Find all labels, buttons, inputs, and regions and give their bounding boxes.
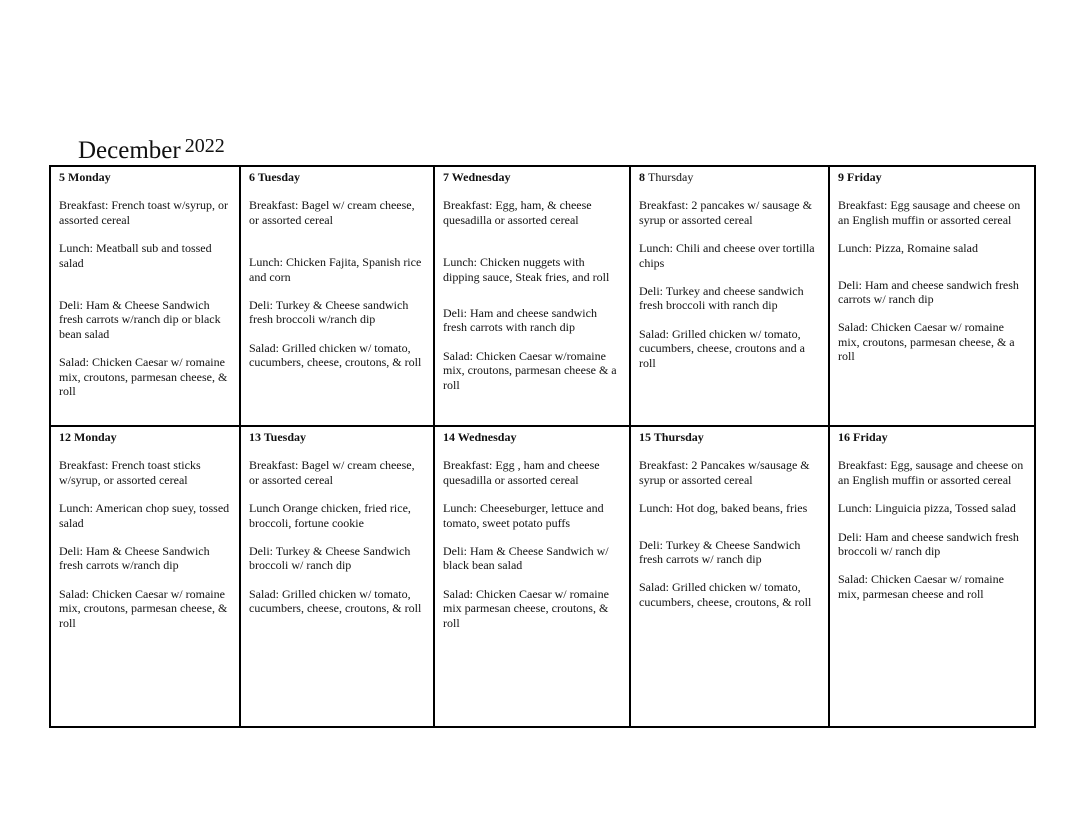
breakfast-item: Breakfast: 2 pancakes w/ sausage & syrup or assorted cereal — [639, 198, 812, 227]
salad-item: Salad: Chicken Caesar w/ romaine mix, croutons, parmesan cheese, & a roll — [838, 320, 1015, 364]
salad-item: Salad: Chicken Caesar w/ romaine mix, parmesan cheese and roll — [838, 572, 1004, 601]
lunch-item: Lunch: Chicken Fajita, Spanish rice and corn — [249, 255, 422, 284]
day-header: 16 Friday — [838, 430, 888, 444]
salad-item: Salad: Grilled chicken w/ tomato, cucumbers, cheese, croutons and a roll — [639, 326, 805, 370]
lunch-item: Lunch: Hot dog, baked beans, fries — [639, 501, 808, 516]
day-header: 7 Wednesday — [443, 170, 511, 184]
day-cell-dec-15 — [631, 427, 830, 726]
breakfast-item: Breakfast: Egg, ham, & cheese quesadilla or assorted cereal — [443, 198, 592, 227]
lunch-item: Lunch: Linguicia pizza, Tossed salad — [838, 501, 1016, 516]
breakfast-item: Breakfast: Bagel w/ cream cheese, or assorted cereal — [249, 458, 415, 487]
day-header: 15 Thursday — [639, 430, 704, 444]
breakfast-item: Breakfast: 2 Pancakes w/sausage & syrup or assorted cereal — [639, 458, 810, 487]
day-header: 12 Monday — [59, 430, 117, 444]
deli-item: Deli: Ham & Cheese Sandwich fresh carrots w/ranch dip or black bean salad — [59, 298, 221, 341]
lunch-item: Lunch Orange chicken, fried rice, broccoli, fortune cookie — [249, 501, 411, 530]
day-cell-dec-13 — [241, 427, 435, 726]
day-header: 13 Tuesday — [249, 430, 307, 444]
deli-item: Deli: Ham & Cheese Sandwich w/ black bean salad — [443, 544, 609, 573]
day-cell-dec-14 — [435, 427, 631, 726]
deli-item: Deli: Ham and cheese sandwich fresh carrots w/ ranch dip — [838, 277, 1019, 307]
lunch-item: Lunch: Chicken nuggets with dipping sauce, Steak fries, and roll — [443, 255, 610, 284]
deli-item: Deli: Turkey & Cheese Sandwich fresh carrots w/ ranch dip — [639, 537, 801, 567]
day-cell-dec-16 — [830, 427, 1034, 726]
day-header: 6 Tuesday — [249, 170, 301, 184]
day-header — [639, 170, 822, 184]
day-cell-dec-6 — [241, 167, 435, 427]
day-cell-dec-12 — [51, 427, 241, 726]
salad-item: Salad: Chicken Caesar w/romaine mix, croutons, parmesan cheese & a roll — [443, 348, 617, 392]
day-header: 14 Wednesday — [443, 430, 517, 444]
day-header: 9 Friday — [838, 170, 882, 184]
calendar-title — [78, 136, 225, 167]
month-label: December — [78, 137, 181, 164]
lunch-item: Lunch: Pizza, Romaine salad — [838, 241, 978, 256]
day-cell-dec-9 — [830, 167, 1034, 427]
deli-item: Deli: Turkey & Cheese sandwich fresh broccoli w/ranch dip — [249, 298, 409, 327]
breakfast-item: Breakfast: French toast sticks w/syrup, or assorted cereal — [59, 458, 201, 487]
salad-item: Salad: Chicken Caesar w/ romaine mix parmesan cheese, croutons, & roll — [443, 586, 609, 630]
breakfast-item: Breakfast: Bagel w/ cream cheese, or assorted cereal — [249, 198, 415, 227]
salad-item: Salad: Grilled chicken w/ tomato, cucumbers, cheese, croutons, & roll — [249, 340, 422, 370]
salad-item: Salad: Grilled chicken w/ tomato, cucumbers, cheese, croutons, & roll — [249, 586, 422, 616]
deli-item: Deli: Turkey and cheese sandwich fresh broccoli with ranch dip — [639, 284, 804, 313]
lunch-item: Lunch: Chili and cheese over tortilla chips — [639, 241, 815, 270]
salad-item: Salad: Chicken Caesar w/ romaine mix, croutons, parmesan cheese, & roll — [59, 355, 228, 399]
deli-item: Deli: Turkey & Cheese Sandwich broccoli w/ ranch dip — [249, 544, 411, 573]
day-cell-dec-7 — [435, 167, 631, 427]
day-cell-dec-8 — [631, 167, 830, 427]
deli-item: Deli: Ham & Cheese Sandwich fresh carrots w/ranch dip — [59, 544, 210, 573]
menu-calendar-grid — [49, 165, 1036, 728]
breakfast-item: Breakfast: French toast w/syrup, or assorted cereal — [59, 198, 228, 227]
salad-item: Salad: Chicken Caesar w/ romaine mix, croutons, parmesan cheese, & roll — [59, 586, 228, 630]
breakfast-item: Breakfast: Egg, sausage and cheese on an English muffin or assorted cereal — [838, 458, 1024, 487]
breakfast-item: Breakfast: Egg sausage and cheese on an English muffin or assorted cereal — [838, 198, 1021, 227]
lunch-item: Lunch: American chop suey, tossed salad — [59, 501, 230, 530]
lunch-item: Lunch: Cheeseburger, lettuce and tomato, sweet potato puffs — [443, 501, 604, 530]
day-cell-dec-5 — [51, 167, 241, 427]
lunch-item: Lunch: Meatball sub and tossed salad — [59, 241, 212, 270]
deli-item: Deli: Ham and cheese sandwich fresh carrots with ranch dip — [443, 306, 597, 335]
day-number: 8 — [639, 170, 645, 184]
deli-item: Deli: Ham and cheese sandwich fresh broccoli w/ ranch dip — [838, 529, 1019, 559]
year-label: 2022 — [184, 135, 225, 157]
salad-item: Salad: Grilled chicken w/ tomato, cucumbers, cheese, croutons, & roll — [639, 580, 812, 609]
breakfast-item: Breakfast: Egg , ham and cheese quesadilla or assorted cereal — [443, 458, 600, 487]
day-header: 5 Monday — [59, 170, 111, 184]
day-weekday: Thursday — [648, 170, 694, 184]
